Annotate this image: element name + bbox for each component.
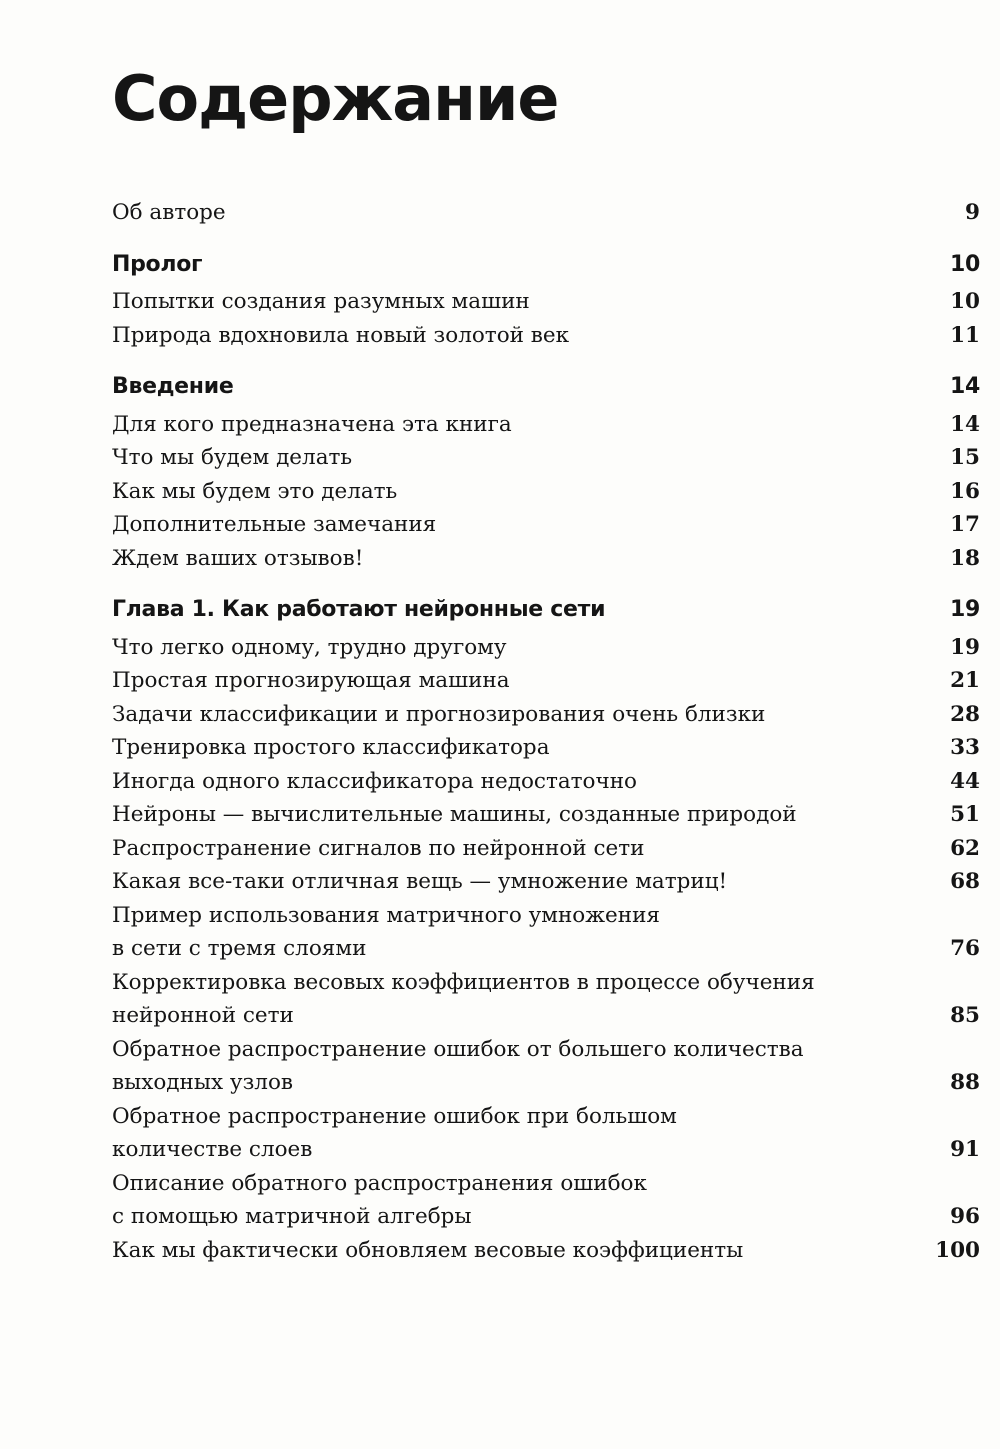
toc-heading-page: 14 [949, 374, 980, 399]
toc-entry-label [112, 798, 837, 832]
toc-entry-page: 15 [950, 445, 980, 470]
table-of-contents [112, 196, 980, 1285]
toc-entry[interactable] [112, 1100, 980, 1167]
toc-entry[interactable] [112, 441, 980, 475]
toc-entry-label-line: выходных узлов [112, 1070, 294, 1095]
toc-entry-label [112, 1100, 717, 1167]
toc-entry-label-line: Дополнительные замечания [112, 512, 437, 537]
toc-entry[interactable] [112, 765, 980, 799]
page-title: Содержание [112, 62, 559, 135]
toc-entry-label [112, 664, 550, 698]
toc-entry-label [112, 1234, 783, 1268]
toc-entry-page: 10 [950, 289, 980, 314]
toc-entry-page: 76 [950, 936, 980, 961]
toc-entry[interactable] [112, 475, 980, 509]
toc-entry-page: 14 [950, 411, 980, 437]
toc-entry-label-line: Попытки создания разумных машин [112, 289, 530, 314]
toc-entry-label [112, 408, 552, 442]
toc-entry-label [112, 319, 609, 353]
toc-entry-label [112, 731, 590, 765]
toc-entry-label-line: Ждем ваших отзывов! [112, 545, 364, 571]
toc-entry-label [112, 966, 855, 1033]
toc-entry-label [112, 899, 700, 966]
toc-entry-page: 62 [950, 835, 980, 861]
toc-entry-page: 96 [950, 1204, 980, 1229]
toc-entry-label-line: Обратное распространение ошибок при большом [112, 1103, 677, 1129]
toc-section [112, 593, 980, 1267]
toc-entry-page: 44 [950, 768, 980, 794]
toc-entry-label [112, 441, 392, 475]
toc-heading-page: 10 [949, 251, 980, 277]
toc-entry[interactable] [112, 832, 980, 866]
toc-entry-label [112, 631, 547, 665]
toc-section [112, 248, 980, 353]
toc-section [112, 370, 980, 575]
toc-entry-label-line: количестве слоев [112, 1137, 313, 1162]
toc-entry-page: 19 [950, 634, 980, 660]
toc-entry-label-line: Как мы будем это делать [112, 478, 398, 504]
toc-entry[interactable] [112, 966, 980, 1033]
toc-entry-label-line: Что легко одному, трудно другому [112, 634, 507, 660]
toc-entry[interactable] [112, 731, 980, 765]
toc-entry[interactable] [112, 1234, 980, 1268]
toc-entry-page: 100 [935, 1237, 980, 1263]
toc-entry-label-line: Простая прогнозирующая машина [112, 668, 510, 693]
toc-heading-label: Введение [112, 374, 234, 399]
toc-entry[interactable] [112, 698, 980, 732]
toc-entry-label-line: Задачи классификации и прогнозирования очень близки [112, 701, 766, 727]
toc-entry-label-line: Для кого предназначена эта книга [112, 411, 512, 437]
toc-entry-label-line: нейронной сети [112, 1003, 294, 1028]
toc-entry-label [112, 765, 677, 799]
toc-entry-label-line: с помощью матричной алгебры [112, 1204, 472, 1229]
toc-entry-page: 21 [950, 668, 980, 693]
toc-heading[interactable] [112, 370, 980, 404]
toc-entry[interactable] [112, 285, 980, 319]
toc-entry[interactable] [112, 319, 980, 353]
toc-entry-label-line: Иногда одного классификатора недостаточно [112, 768, 637, 794]
toc-entry-label [112, 698, 805, 732]
toc-entry-label-line: в сети с тремя слоями [112, 936, 367, 961]
toc-entry[interactable] [112, 1033, 980, 1100]
toc-entry[interactable] [112, 1167, 980, 1234]
toc-entry-label [112, 475, 437, 509]
toc-entry-page: 85 [950, 1003, 980, 1028]
toc-section [112, 196, 980, 230]
toc-entry-label [112, 285, 570, 319]
toc-entry-page: 88 [950, 1070, 980, 1095]
toc-entry-label [112, 1167, 687, 1234]
toc-entry-page: 17 [950, 512, 980, 537]
toc-entry-page: 9 [965, 200, 980, 225]
toc-entry[interactable] [112, 196, 980, 230]
toc-entry-page: 33 [950, 735, 980, 760]
toc-entry-label-line: Об авторе [112, 200, 226, 225]
toc-entry-label-line: Распространение сигналов по нейронной сети [112, 835, 645, 861]
toc-entry-page: 18 [950, 545, 980, 571]
toc-entry-label-line: Описание обратного распространения ошибок [112, 1170, 647, 1196]
toc-entry-label-line: Пример использования матричного умножения [112, 902, 660, 928]
toc-heading[interactable] [112, 593, 980, 627]
toc-entry-page: 91 [950, 1137, 980, 1162]
toc-entry-label-line: Какая все-таки отличная вещь — умножение матриц! [112, 869, 728, 894]
toc-entry-label-line: Тренировка простого классификатора [112, 735, 550, 760]
toc-entry-label-line: Корректировка весовых коэффициентов в процессе обучения [112, 969, 815, 995]
toc-entry[interactable] [112, 631, 980, 665]
toc-entry-label [112, 832, 684, 866]
toc-heading-label: Глава 1. Как работают нейронные сети [112, 597, 606, 622]
toc-entry-page: 11 [950, 322, 980, 348]
toc-heading-label: Пролог [112, 251, 203, 277]
toc-entry[interactable] [112, 798, 980, 832]
toc-entry-label [112, 196, 266, 230]
toc-entry-label [112, 508, 476, 542]
toc-entry-page: 16 [950, 478, 980, 504]
toc-entry-label [112, 542, 403, 576]
toc-entry-label-line: Обратное распространение ошибок от большего количества [112, 1036, 804, 1062]
toc-entry[interactable] [112, 664, 980, 698]
toc-entry-label-line: Нейроны — вычислительные машины, созданные природой [112, 802, 797, 827]
toc-entry[interactable] [112, 865, 980, 899]
toc-heading-page: 19 [949, 597, 980, 622]
toc-entry[interactable] [112, 508, 980, 542]
toc-entry-page: 68 [950, 869, 980, 894]
toc-entry[interactable] [112, 899, 980, 966]
toc-entry-label-line: Что мы будем делать [112, 445, 353, 470]
toc-entry-page: 28 [950, 701, 980, 727]
toc-entry[interactable] [112, 408, 980, 442]
toc-entry[interactable] [112, 542, 980, 576]
toc-entry-label-line: Природа вдохновила новый золотой век [112, 322, 570, 348]
toc-entry-label [112, 865, 767, 899]
toc-entry-page: 51 [950, 802, 980, 827]
toc-entry-label [112, 1033, 844, 1100]
toc-entry-label-line: Как мы фактически обновляем весовые коэффициенты [112, 1237, 744, 1263]
toc-heading[interactable] [112, 248, 980, 282]
